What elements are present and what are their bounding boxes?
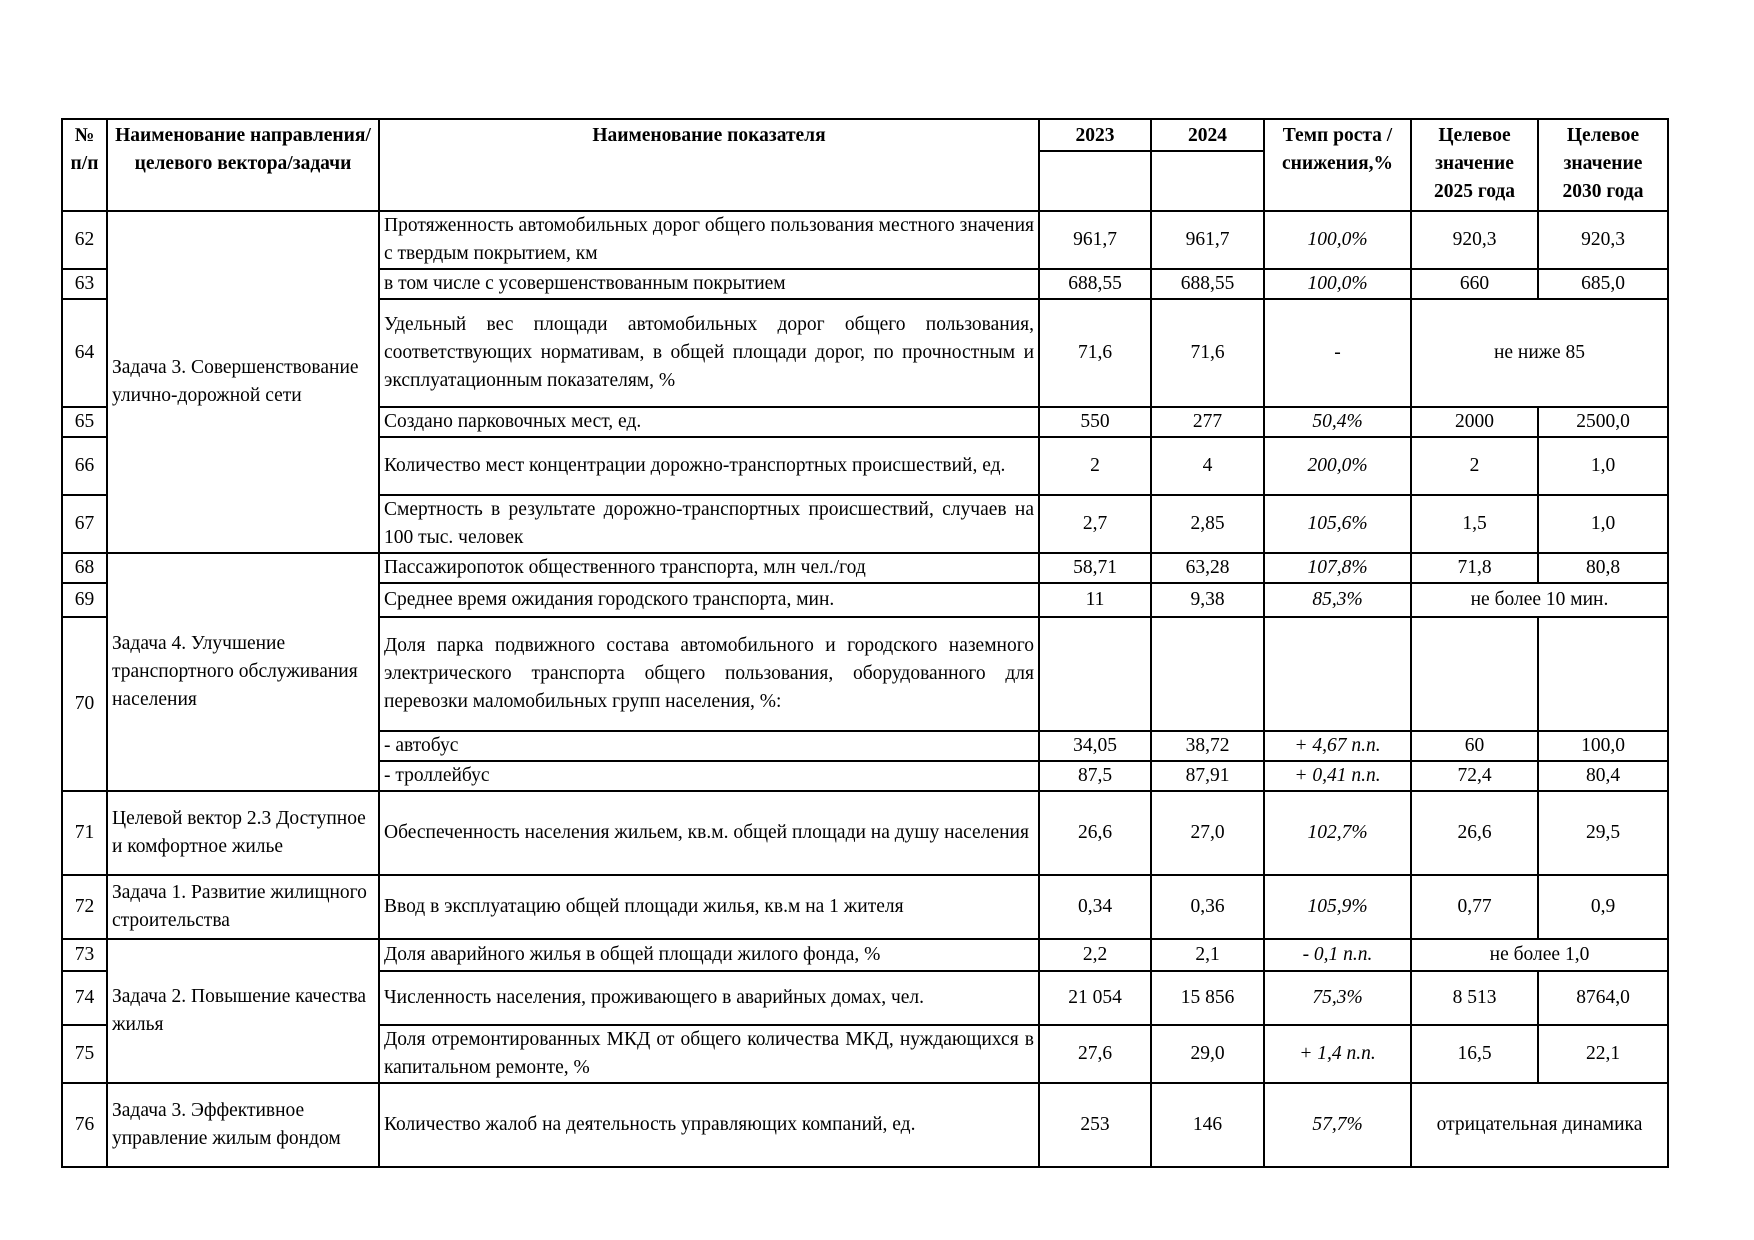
growth-rate: 50,4% (1264, 407, 1411, 437)
task-name: Задача 1. Развитие жилищного строительства (107, 875, 379, 939)
target-2025 (1411, 617, 1538, 731)
table-row (62, 791, 1668, 875)
value-2024: 9,38 (1151, 583, 1264, 617)
target-2025: 2000 (1411, 407, 1538, 437)
growth-rate: 100,0% (1264, 269, 1411, 299)
value-2024: 71,6 (1151, 299, 1264, 407)
indicator-name: Обеспеченность населения жильем, кв.м. общей площади на душу населения (379, 791, 1039, 875)
value-2023: 688,55 (1039, 269, 1151, 299)
target-2025: 16,5 (1411, 1025, 1538, 1083)
row-number: 67 (62, 495, 107, 553)
row-number: 71 (62, 791, 107, 875)
indicator-name: Количество жалоб на деятельность управляющих компаний, ед. (379, 1083, 1039, 1167)
indicator-name: Протяженность автомобильных дорог общего пользования местного значения с твердым покрытием, км (379, 211, 1039, 269)
header-2024: 2024 (1151, 119, 1264, 151)
header-target-2030: Целевое значение 2030 года (1538, 119, 1668, 211)
growth-rate: 107,8% (1264, 553, 1411, 583)
indicator-name: Пассажиропоток общественного транспорта, млн чел./год (379, 553, 1039, 583)
growth-rate (1264, 617, 1411, 731)
target-2025: 72,4 (1411, 761, 1538, 791)
target-2025: 920,3 (1411, 211, 1538, 269)
row-number: 68 (62, 553, 107, 583)
target-2025: 0,77 (1411, 875, 1538, 939)
indicator-name: Доля аварийного жилья в общей площади жилого фонда, % (379, 939, 1039, 971)
growth-rate: 85,3% (1264, 583, 1411, 617)
header-target-2025: Целевое значение 2025 года (1411, 119, 1538, 211)
table-row (62, 875, 1668, 939)
indicator-name: Численность населения, проживающего в аварийных домах, чел. (379, 971, 1039, 1025)
target-2030 (1538, 617, 1668, 731)
value-2023: 21 054 (1039, 971, 1151, 1025)
task-name: Задача 3. Совершенствование улично-дорожной сети (107, 211, 379, 553)
value-2024: 29,0 (1151, 1025, 1264, 1083)
target-2025: 8 513 (1411, 971, 1538, 1025)
growth-rate: + 1,4 п.п. (1264, 1025, 1411, 1083)
target-2025: 1,5 (1411, 495, 1538, 553)
table-row (62, 211, 1668, 269)
value-2024 (1151, 617, 1264, 731)
value-2023: 253 (1039, 1083, 1151, 1167)
indicator-name: Создано парковочных мест, ед. (379, 407, 1039, 437)
value-2023: 27,6 (1039, 1025, 1151, 1083)
target-value: отрицательная динамика (1411, 1083, 1668, 1167)
target-value: не более 10 мин. (1411, 583, 1668, 617)
task-name: Целевой вектор 2.3 Доступное и комфортное жилье (107, 791, 379, 875)
target-2030: 920,3 (1538, 211, 1668, 269)
row-number: 62 (62, 211, 107, 269)
row-number: 66 (62, 437, 107, 495)
row-number: 76 (62, 1083, 107, 1167)
task-name: Задача 3. Эффективное управление жилым фондом (107, 1083, 379, 1167)
header-indicator: Наименование показателя (379, 119, 1039, 211)
header-2023: 2023 (1039, 119, 1151, 151)
header-2023-blank (1039, 151, 1151, 211)
value-2024: 961,7 (1151, 211, 1264, 269)
target-2030: 1,0 (1538, 495, 1668, 553)
growth-rate: 75,3% (1264, 971, 1411, 1025)
value-2023: 550 (1039, 407, 1151, 437)
growth-rate: 105,6% (1264, 495, 1411, 553)
target-2030: 0,9 (1538, 875, 1668, 939)
table-row (62, 553, 1668, 583)
row-number: 63 (62, 269, 107, 299)
row-number: 72 (62, 875, 107, 939)
header-row (62, 119, 1668, 151)
target-2030: 80,4 (1538, 761, 1668, 791)
growth-rate: + 4,67 п.п. (1264, 731, 1411, 761)
indicators-table (61, 118, 1669, 1168)
value-2023: 11 (1039, 583, 1151, 617)
growth-rate: - 0,1 п.п. (1264, 939, 1411, 971)
target-2030: 2500,0 (1538, 407, 1668, 437)
value-2024: 4 (1151, 437, 1264, 495)
indicator-name: Доля отремонтированных МКД от общего количества МКД, нуждающихся в капитальном ремонте, % (379, 1025, 1039, 1083)
header-num: № п/п (62, 119, 107, 211)
value-2023 (1039, 617, 1151, 731)
task-name: Задача 4. Улучшение транспортного обслуживания населения (107, 553, 379, 791)
row-number: 64 (62, 299, 107, 407)
target-2030: 29,5 (1538, 791, 1668, 875)
target-2025: 60 (1411, 731, 1538, 761)
growth-rate: 102,7% (1264, 791, 1411, 875)
row-number: 69 (62, 583, 107, 617)
row-number: 73 (62, 939, 107, 971)
value-2023: 2,7 (1039, 495, 1151, 553)
indicator-name: - троллейбус (379, 761, 1039, 791)
value-2024: 2,1 (1151, 939, 1264, 971)
indicator-name: Удельный вес площади автомобильных дорог общего пользования, соответствующих нормативам, в общей площади дорог, по прочностным и эксплуатационным показателям, % (379, 299, 1039, 407)
value-2023: 0,34 (1039, 875, 1151, 939)
target-2030: 22,1 (1538, 1025, 1668, 1083)
header-rate: Темп роста / снижения,% (1264, 119, 1411, 211)
target-2030: 100,0 (1538, 731, 1668, 761)
value-2023: 26,6 (1039, 791, 1151, 875)
target-2025: 26,6 (1411, 791, 1538, 875)
value-2024: 87,91 (1151, 761, 1264, 791)
table-row (62, 939, 1668, 971)
value-2023: 58,71 (1039, 553, 1151, 583)
value-2023: 2,2 (1039, 939, 1151, 971)
target-2025: 2 (1411, 437, 1538, 495)
value-2024: 27,0 (1151, 791, 1264, 875)
value-2024: 63,28 (1151, 553, 1264, 583)
growth-rate: 57,7% (1264, 1083, 1411, 1167)
target-2025: 660 (1411, 269, 1538, 299)
target-value: не более 1,0 (1411, 939, 1668, 971)
target-2030: 80,8 (1538, 553, 1668, 583)
growth-rate: 100,0% (1264, 211, 1411, 269)
value-2023: 87,5 (1039, 761, 1151, 791)
growth-rate: - (1264, 299, 1411, 407)
indicator-name: Среднее время ожидания городского транспорта, мин. (379, 583, 1039, 617)
row-number: 74 (62, 971, 107, 1025)
task-name: Задача 2. Повышение качества жилья (107, 939, 379, 1083)
indicator-name: Ввод в эксплуатацию общей площади жилья, кв.м на 1 жителя (379, 875, 1039, 939)
indicator-name: - автобус (379, 731, 1039, 761)
growth-rate: + 0,41 п.п. (1264, 761, 1411, 791)
value-2024: 688,55 (1151, 269, 1264, 299)
value-2024: 15 856 (1151, 971, 1264, 1025)
growth-rate: 200,0% (1264, 437, 1411, 495)
indicator-name: в том числе с усовершенствованным покрытием (379, 269, 1039, 299)
value-2024: 2,85 (1151, 495, 1264, 553)
value-2023: 2 (1039, 437, 1151, 495)
value-2024: 277 (1151, 407, 1264, 437)
target-2025: 71,8 (1411, 553, 1538, 583)
value-2024: 0,36 (1151, 875, 1264, 939)
target-2030: 685,0 (1538, 269, 1668, 299)
header-direction: Наименование направления/целевого вектора/задачи (107, 119, 379, 211)
table-row (62, 1083, 1668, 1167)
row-number: 65 (62, 407, 107, 437)
indicator-name: Количество мест концентрации дорожно-транспортных происшествий, ед. (379, 437, 1039, 495)
header-2024-blank (1151, 151, 1264, 211)
target-2030: 1,0 (1538, 437, 1668, 495)
row-number: 70 (62, 617, 107, 791)
value-2023: 34,05 (1039, 731, 1151, 761)
target-2030: 8764,0 (1538, 971, 1668, 1025)
value-2023: 961,7 (1039, 211, 1151, 269)
target-value: не ниже 85 (1411, 299, 1668, 407)
indicator-name: Смертность в результате дорожно-транспортных происшествий, случаев на 100 тыс. человек (379, 495, 1039, 553)
value-2024: 38,72 (1151, 731, 1264, 761)
growth-rate: 105,9% (1264, 875, 1411, 939)
indicator-name: Доля парка подвижного состава автомобильного и городского наземного электрического транспорта общего пользования, оборудованного для перевозки маломобильных групп населения, %: (379, 617, 1039, 731)
row-number: 75 (62, 1025, 107, 1083)
value-2023: 71,6 (1039, 299, 1151, 407)
value-2024: 146 (1151, 1083, 1264, 1167)
